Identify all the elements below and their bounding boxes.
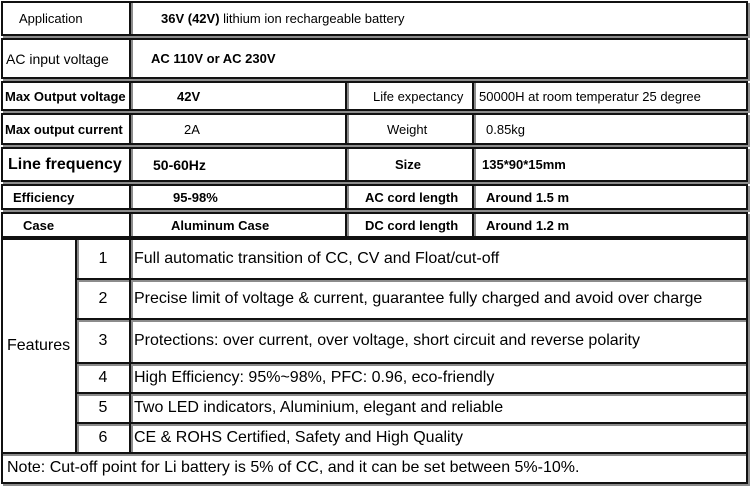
note-cell — [1, 452, 748, 484]
ac-input-label-cell — [1, 38, 131, 79]
line-frequency-label: Line frequency — [8, 155, 122, 173]
feature-text-cell — [129, 318, 748, 364]
note-text: Note: Cut-off point for Li battery is 5% of CC, and it can be set between 5%-10%. — [7, 459, 580, 476]
ac-input-value: AC 110V or AC 230V — [151, 51, 276, 66]
line-frequency-value: 50-60Hz — [153, 156, 206, 173]
feature-number: 4 — [98, 369, 108, 386]
max-output-voltage-value-cell — [129, 81, 347, 111]
weight-value: 0.85kg — [486, 121, 526, 137]
max-output-current-label-cell — [1, 113, 131, 145]
dc-cord-length-label-cell — [345, 212, 474, 238]
efficiency-label-cell — [1, 184, 131, 210]
application-value — [161, 11, 405, 26]
weight-label-cell — [345, 113, 474, 145]
size-value: 135*90*15mm — [482, 157, 566, 172]
features-label-cell — [1, 238, 77, 454]
feature-text-cell — [129, 278, 748, 320]
feature-number: 5 — [98, 399, 108, 416]
feature-number-cell — [75, 238, 131, 280]
feature-text: Protections: over current, over voltage, short circuit and reverse polarity — [134, 332, 640, 349]
max-output-current-label: Max output current — [5, 121, 123, 137]
efficiency-value: 95-98% — [173, 189, 218, 205]
feature-text-cell — [129, 422, 748, 454]
application-label-cell — [1, 1, 131, 36]
efficiency-label: Efficiency — [13, 189, 75, 205]
features-label: Features — [7, 337, 71, 354]
feature-text: Two LED indicators, Aluminium, elegant and reliable — [134, 399, 504, 416]
weight-label: Weight — [387, 121, 428, 137]
life-expectancy-value: 50000H at room temperatur 25 degree — [479, 88, 701, 104]
feature-text-cell — [129, 392, 748, 424]
feature-text: CE & ROHS Certified, Safety and High Quality — [134, 429, 464, 446]
line-frequency-value-cell — [129, 147, 347, 182]
max-output-voltage-label-cell — [1, 81, 131, 111]
feature-text: High Efficiency: 95%~98%, PFC: 0.96, eco-friendly — [134, 369, 495, 386]
dc-cord-length-value: Around 1.2 m — [486, 217, 570, 233]
feature-number-cell — [75, 392, 131, 424]
life-expectancy-label-cell — [345, 81, 474, 111]
ac-cord-length-label: AC cord length — [365, 189, 459, 205]
max-output-current-value-cell — [129, 113, 347, 145]
application-label: Application — [19, 11, 83, 26]
efficiency-value-cell — [129, 184, 347, 210]
feature-number: 6 — [98, 429, 108, 446]
size-label: Size — [395, 157, 422, 172]
ac-input-label: AC input voltage — [6, 50, 109, 67]
ac-cord-length-label-cell — [345, 184, 474, 210]
feature-text: Precise limit of voltage & current, guarantee fully charged and avoid over charge — [134, 290, 703, 307]
case-value: Aluminum Case — [171, 217, 270, 233]
application-value-voltage: 36V (42V) — [161, 11, 220, 26]
feature-number: 1 — [98, 250, 108, 267]
case-label-cell — [1, 212, 131, 238]
dc-cord-length-value-cell — [472, 212, 748, 238]
application-value-description: lithium ion rechargeable battery — [219, 11, 405, 26]
feature-text: Full automatic transition of CC, CV and Float/cut-off — [134, 250, 500, 267]
feature-number-cell — [75, 362, 131, 394]
weight-value-cell — [472, 113, 748, 145]
feature-number-cell — [75, 278, 131, 320]
size-label-cell — [345, 147, 474, 182]
case-value-cell — [129, 212, 347, 238]
case-label: Case — [23, 217, 55, 233]
ac-cord-length-value-cell — [472, 184, 748, 210]
dc-cord-length-label: DC cord length — [365, 217, 459, 233]
application-value-cell — [129, 1, 748, 36]
max-output-voltage-label: Max Output voltage — [5, 88, 126, 104]
line-frequency-label-cell — [1, 147, 131, 182]
life-expectancy-value-cell — [472, 81, 748, 111]
feature-number-cell — [75, 422, 131, 454]
ac-cord-length-value: Around 1.5 m — [486, 189, 570, 205]
feature-text-cell — [129, 362, 748, 394]
feature-number-cell — [75, 318, 131, 364]
feature-text-cell — [129, 238, 748, 280]
feature-number: 3 — [98, 332, 108, 349]
life-expectancy-label: Life expectancy — [373, 88, 464, 104]
feature-number: 2 — [98, 290, 108, 307]
ac-input-value-cell — [129, 38, 748, 79]
size-value-cell — [472, 147, 748, 182]
max-output-voltage-value: 42V — [177, 88, 201, 104]
max-output-current-value: 2A — [184, 121, 200, 137]
